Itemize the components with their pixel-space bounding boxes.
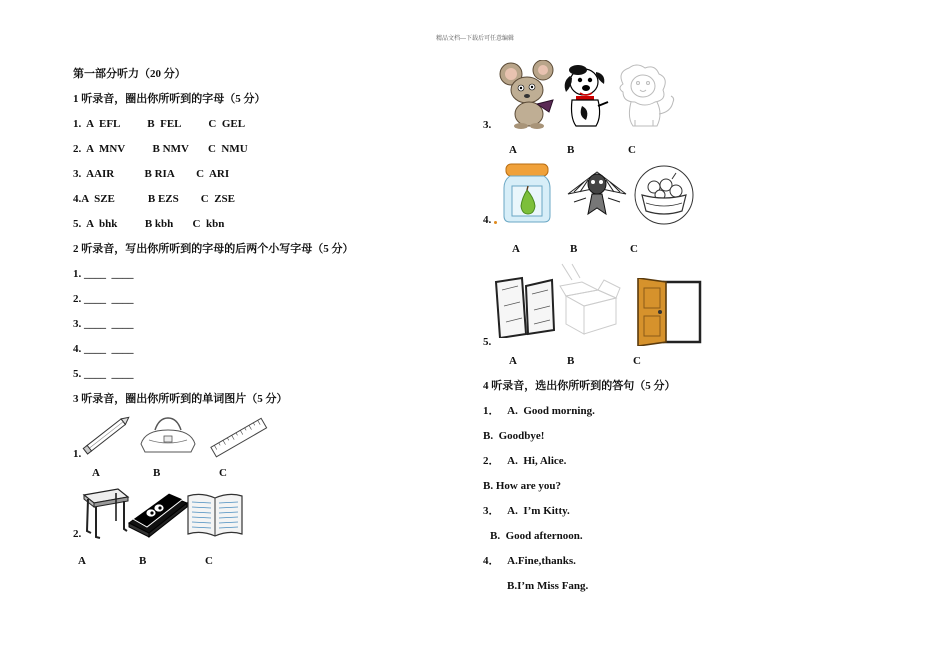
right-line-4: 4. (483, 214, 492, 226)
left-line-12: 5. ____ ____ (73, 368, 134, 380)
right-line-10: B (567, 355, 575, 367)
right-line-16: B. How are you? (483, 480, 562, 492)
left-line-20: B (139, 555, 147, 567)
left-line-2: 1. A EFL B FEL C GEL (73, 118, 246, 130)
left-line-19: A (78, 555, 86, 567)
left-line-15: A (92, 467, 100, 479)
lion-icon (611, 62, 677, 130)
left-line-6: 5. A bhk B kbh C kbn (73, 218, 225, 230)
right-line-7: C (630, 243, 638, 255)
right-line-8: 5. (483, 336, 492, 348)
left-line-8: 1. ____ ____ (73, 268, 134, 280)
right-line-20: B.I’m Miss Fang. (507, 580, 589, 592)
dog-icon (556, 62, 614, 130)
book-icon (186, 490, 244, 538)
left-line-16: B (153, 467, 161, 479)
left-line-17: C (219, 467, 227, 479)
bag-icon (135, 414, 201, 458)
kite-icon (566, 168, 628, 224)
right-line-18: B. Good afternoon. (490, 530, 583, 542)
left-line-18: 2. (73, 528, 82, 540)
pencil-icon (80, 413, 135, 458)
right-line-5: A (512, 243, 520, 255)
right-line-3: C (628, 144, 636, 156)
marker-dot-icon (494, 221, 497, 224)
left-line-13: 3 听录音，圈出你所听到的单词图片（5 分） (73, 393, 288, 405)
ruler-icon (208, 414, 270, 458)
right-line-11: C (633, 355, 641, 367)
left-line-11: 4. ____ ____ (73, 343, 134, 355)
right-line-0: 3. (483, 119, 492, 131)
right-line-2: B (567, 144, 575, 156)
left-line-3: 2. A MNV B NMV C NMU (73, 143, 248, 155)
left-line-14: 1. (73, 448, 82, 460)
left-line-9: 2. ____ ____ (73, 293, 134, 305)
box-icon (558, 262, 622, 342)
page-header: 精品文档---下载后可任意编辑 (436, 36, 514, 42)
left-line-21: C (205, 555, 213, 567)
right-line-14: B. Goodbye! (483, 430, 545, 442)
jar-icon (500, 162, 554, 224)
fruit-bowl-icon (632, 165, 696, 225)
left-line-10: 3. ____ ____ (73, 318, 134, 330)
desk-icon (80, 485, 130, 540)
left-line-1: 1 听录音，圈出你所听到的字母（5 分） (73, 93, 266, 105)
left-line-5: 4.A SZE B EZS C ZSE (73, 193, 235, 205)
window-icon (492, 276, 558, 338)
mouse-icon (499, 60, 559, 130)
right-line-17: 3． A. I’m Kitty. (483, 505, 570, 517)
left-line-4: 3. AAIR B RIA C ARI (73, 168, 230, 180)
right-line-12: 4 听录音，选出你所听到的答句（5 分） (483, 380, 676, 392)
right-line-13: 1． A. Good morning. (483, 405, 595, 417)
pencil-case-icon (127, 489, 189, 539)
left-line-7: 2 听录音，写出你所听到的字母的后两个小写字母（5 分） (73, 243, 354, 255)
right-line-19: 4． A.Fine,thanks. (483, 555, 576, 567)
right-line-9: A (509, 355, 517, 367)
right-line-6: B (570, 243, 578, 255)
right-line-1: A (509, 144, 517, 156)
door-icon (636, 278, 702, 346)
right-line-15: 2． A. Hi, Alice. (483, 455, 567, 467)
left-line-0: 第一部分听力（20 分） (73, 68, 186, 80)
